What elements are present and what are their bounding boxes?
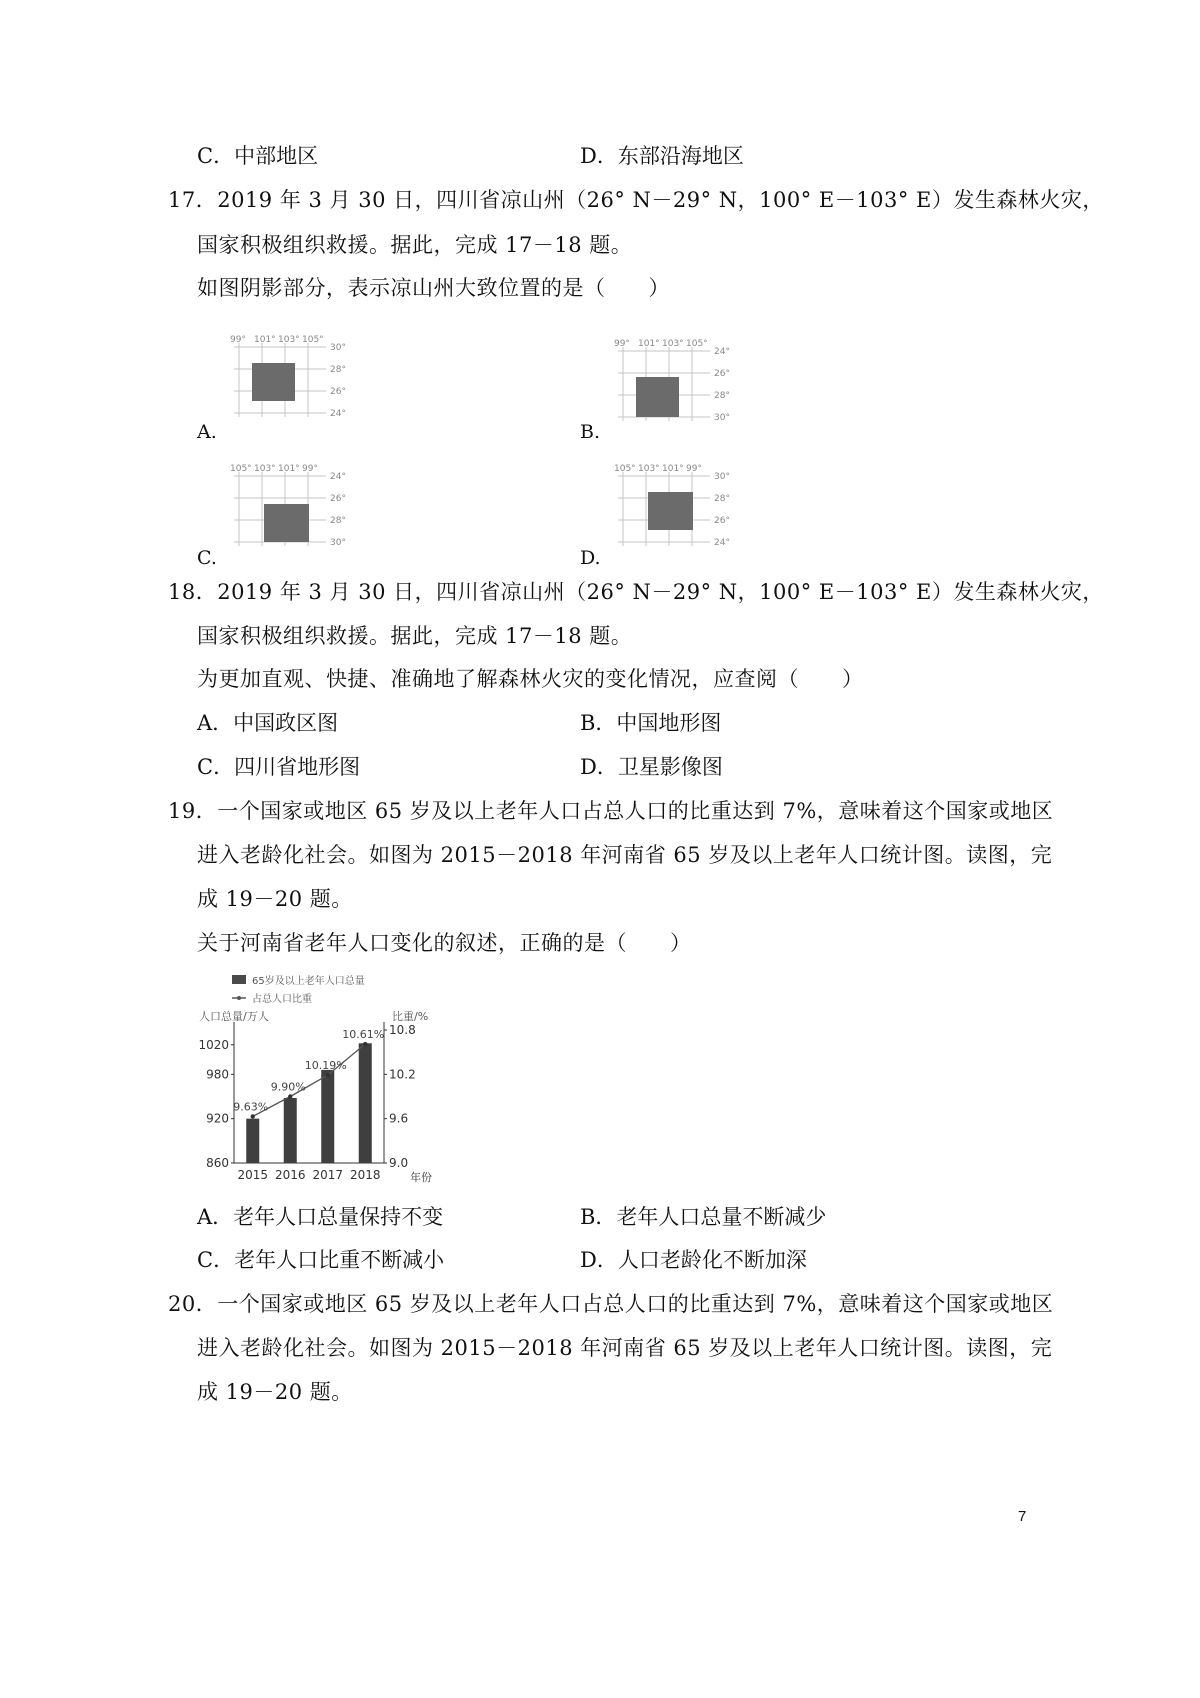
y-axis-label: 人口总量/万人 — [199, 1010, 269, 1023]
x-tick-label: 2016 — [274, 1168, 306, 1182]
y2-tick-label: 9.6 — [389, 1111, 409, 1126]
map-d-lat-4: 24° — [714, 538, 730, 548]
ratio-point — [288, 1094, 292, 1098]
x-tick-label: 2015 — [237, 1168, 269, 1182]
map-a-lon-3: 103° — [278, 335, 300, 345]
map-c-figure — [226, 462, 356, 562]
q19-stem-line3: 成 19－20 题。 — [197, 887, 353, 911]
map-a-lat-1: 30° — [330, 343, 346, 353]
map-b-lat-4: 30° — [714, 413, 730, 423]
y-tick-label: 1020 — [198, 1037, 229, 1052]
legend-line-marker — [237, 996, 241, 1000]
q16-option-d: D．东部沿海地区 — [580, 144, 744, 168]
map-c-label: C. — [197, 547, 217, 569]
map-b-lon-3: 103° — [662, 339, 684, 349]
map-a-label: A. — [197, 421, 217, 443]
elderly-population-chart — [198, 970, 438, 1185]
ratio-point — [326, 1073, 330, 1077]
map-b-label: B. — [580, 421, 601, 443]
q20-stem-line2: 进入老龄化社会。如图为 2015－2018 年河南省 65 岁及以上老年人口统计图。读图，完 — [197, 1336, 1053, 1360]
map-c-lat-3: 28° — [330, 516, 346, 526]
q18-option-a: A．中国政区图 — [197, 711, 339, 735]
map-b-lon-2: 101° — [638, 339, 660, 349]
q18-option-c: C．四川省地形图 — [197, 755, 361, 779]
q18-stem-line1: 18．2019 年 3 月 30 日，四川省凉山州（26° N－29° N，100° E－103° E）发生森林火灾， — [168, 580, 1104, 604]
map-c-lon-3: 101° — [278, 464, 300, 474]
map-a-lon-4: 105° — [302, 335, 324, 345]
map-b-lat-1: 24° — [714, 347, 730, 357]
q19-stem-line1: 19．一个国家或地区 65 岁及以上老年人口占总人口的比重达到 7%，意味着这个国家或地区 — [168, 799, 1054, 823]
bar — [284, 1098, 297, 1163]
q18-option-d: D．卫星影像图 — [580, 755, 723, 779]
bar — [321, 1070, 334, 1163]
q20-stem-line3: 成 19－20 题。 — [197, 1380, 353, 1404]
map-d-figure — [610, 462, 740, 562]
map-b-lat-2: 26° — [714, 369, 730, 379]
map-a-lat-2: 28° — [330, 365, 346, 375]
q19-stem-line2: 进入老龄化社会。如图为 2015－2018 年河南省 65 岁及以上老年人口统计图。读图，完 — [197, 843, 1053, 867]
q19-option-b: B．老年人口总量不断减少 — [580, 1205, 827, 1229]
y2-tick-label: 9.0 — [389, 1156, 409, 1170]
ratio-point — [363, 1042, 367, 1046]
map-a-lat-3: 26° — [330, 387, 346, 397]
map-b-lon-4: 105° — [686, 339, 708, 349]
map-a-lat-4: 24° — [330, 409, 346, 419]
q16-option-c: C．中部地区 — [197, 144, 319, 168]
map-b-figure — [610, 337, 740, 437]
legend-bar-swatch — [232, 975, 246, 984]
map-d-lat-1: 30° — [714, 472, 730, 482]
q17-question: 如图阴影部分，表示凉山州大致位置的是（ ） — [197, 276, 670, 300]
q20-stem-line1: 20．一个国家或地区 65 岁及以上老年人口占总人口的比重达到 7%，意味着这个国家或地区 — [168, 1292, 1054, 1316]
ratio-data-label: 9.63% — [233, 1100, 269, 1114]
q17-stem-line1: 17．2019 年 3 月 30 日，四川省凉山州（26° N－29° N，100° E－103° E）发生森林火灾， — [168, 188, 1104, 212]
q19-option-d: D．人口老龄化不断加深 — [580, 1248, 807, 1272]
y-tick-label: 980 — [206, 1067, 229, 1082]
map-a-figure — [226, 333, 356, 433]
y2-axis-label: 比重/% — [392, 1010, 429, 1023]
map-c-lon-1: 105° — [230, 464, 252, 474]
bar — [359, 1043, 372, 1163]
ratio-data-label: 10.61% — [342, 1028, 385, 1042]
map-a-lon-2: 101° — [254, 335, 276, 345]
q19-option-c: C．老年人口比重不断减小 — [197, 1248, 445, 1272]
map-d-lat-3: 26° — [714, 516, 730, 526]
q18-option-b: B．中国地形图 — [580, 711, 722, 735]
map-d-lon-2: 103° — [638, 464, 660, 474]
x-tick-label: 2018 — [349, 1168, 381, 1182]
map-b-lon-1: 99° — [614, 339, 630, 349]
q19-question: 关于河南省老年人口变化的叙述，正确的是（ ） — [197, 931, 692, 955]
bar — [246, 1119, 259, 1163]
y-tick-label: 920 — [206, 1111, 229, 1126]
ratio-data-label: 10.19% — [304, 1059, 347, 1073]
map-c-lat-4: 30° — [330, 538, 346, 548]
map-c-lon-2: 103° — [254, 464, 276, 474]
ratio-data-label: 9.90% — [270, 1080, 306, 1094]
map-c-lat-2: 26° — [330, 494, 346, 504]
q19-option-a: A．老年人口总量保持不变 — [197, 1205, 444, 1229]
q18-question: 为更加直观、快捷、准确地了解森林火灾的变化情况，应查阅（ ） — [197, 667, 864, 691]
map-b-lat-3: 28° — [714, 391, 730, 401]
x-tick-label: 2017 — [312, 1168, 344, 1182]
legend-line-label: 占总人口比重 — [252, 994, 312, 1005]
y2-tick-label: 10.2 — [389, 1067, 416, 1082]
map-d-lat-2: 28° — [714, 494, 730, 504]
legend-bar-label: 65岁及以上老年人口总量 — [252, 976, 365, 987]
ratio-point — [251, 1114, 255, 1118]
map-d-lon-1: 105° — [614, 464, 636, 474]
map-d-lon-4: 99° — [686, 464, 702, 474]
map-d-label: D. — [580, 547, 601, 569]
map-d-lon-3: 101° — [662, 464, 684, 474]
x-axis-label: 年份 — [410, 1171, 432, 1184]
y-tick-label: 860 — [206, 1156, 229, 1170]
map-a-lon-1: 99° — [230, 335, 246, 345]
map-c-lat-1: 24° — [330, 472, 346, 482]
y2-tick-label: 10.8 — [389, 1023, 416, 1037]
q18-stem-line2: 国家积极组织救援。据此，完成 17－18 题。 — [197, 624, 633, 648]
ratio-line — [253, 1044, 366, 1116]
page-number: 7 — [1018, 1508, 1027, 1525]
q17-stem-line2: 国家积极组织救援。据此，完成 17－18 题。 — [197, 233, 633, 257]
map-c-lon-4: 99° — [302, 464, 318, 474]
